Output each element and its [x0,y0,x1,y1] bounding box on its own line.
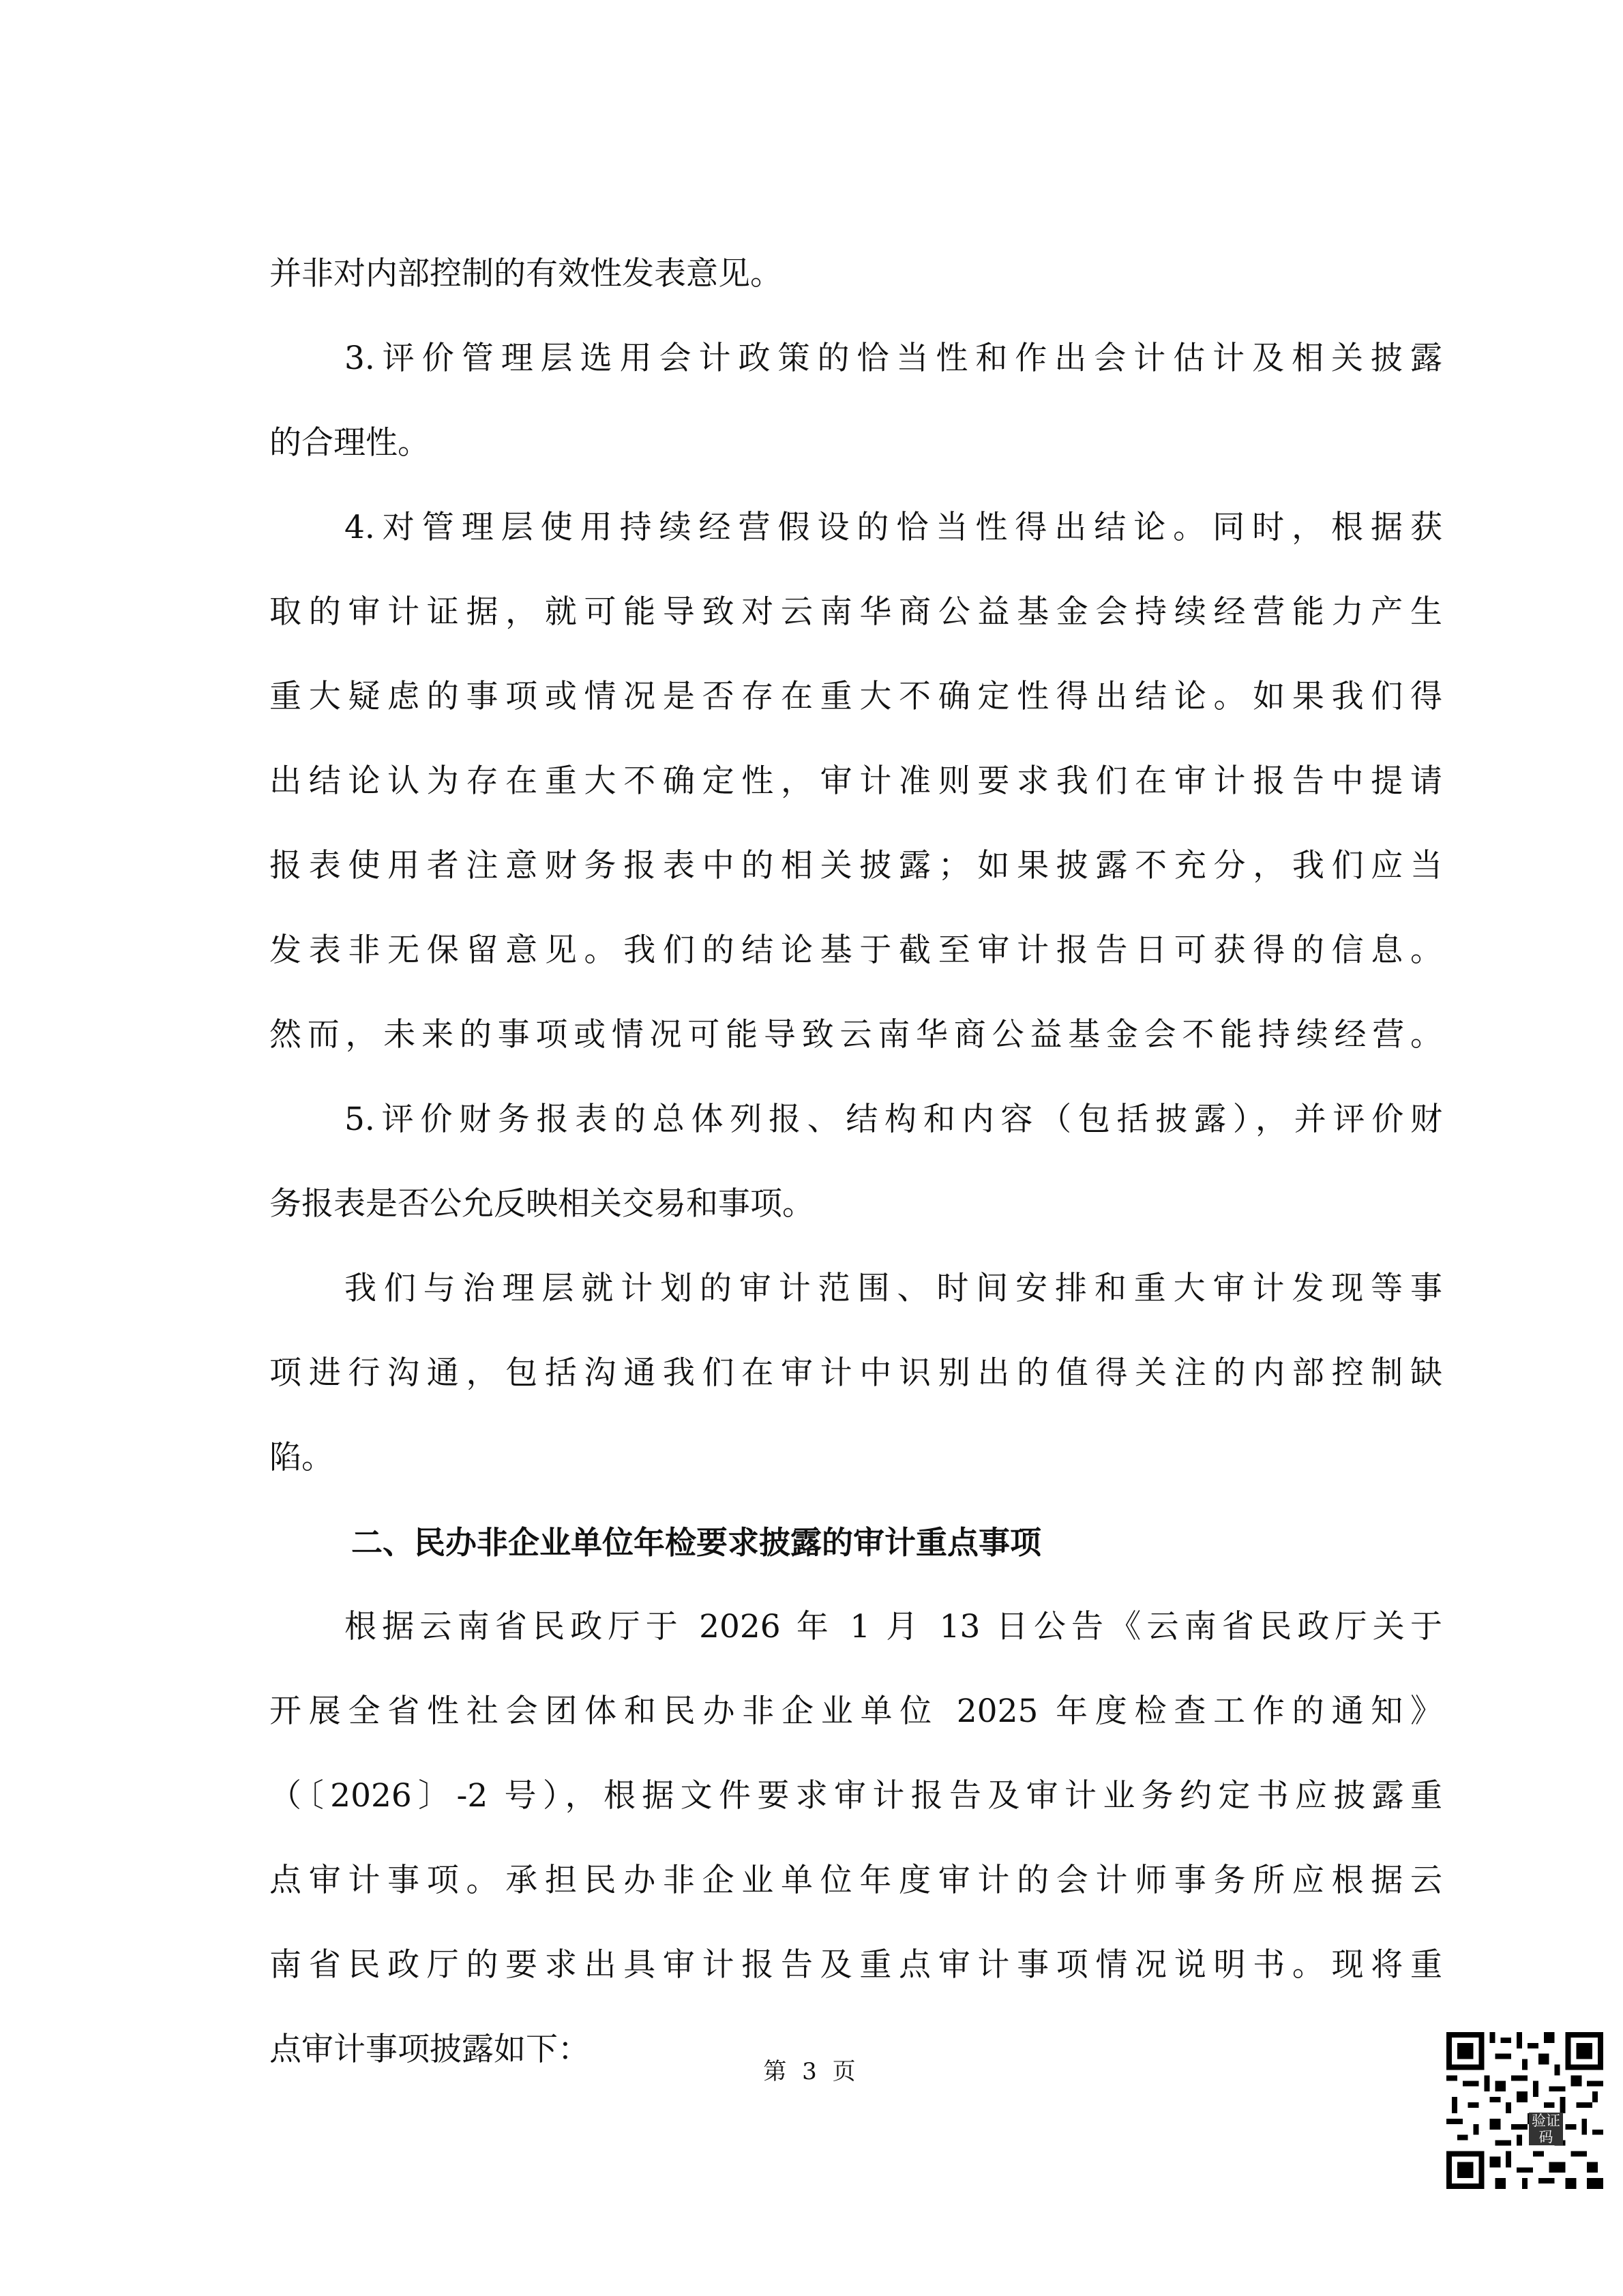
text-line: 务报表是否公允反映相关交易和事项。 [269,1185,814,1223]
text-line: 报表使用者注意财务报表中的相关披露；如果披露不充分，我们应当 [269,847,1442,884]
text-line: 点审计事项。承担民办非企业单位年度审计的会计师事务所应根据云 [269,1862,1442,1899]
text-line: 的合理性。 [269,424,430,462]
page-number: 第 3 页 [763,2058,860,2085]
text-line: 4.对管理层使用持续经营假设的恰当性得出结论。同时，根据获 [344,509,1442,546]
text-line: 重大疑虑的事项或情况是否存在重大不确定性得出结论。如果我们得 [269,678,1442,715]
text-line: 取的审计证据，就可能导致对云南华商公益基金会持续经营能力产生 [269,593,1442,631]
text-line: 5.评价财务报表的总体列报、结构和内容（包括披露），并评价财 [344,1101,1442,1138]
text-line: 项进行沟通，包括沟通我们在审计中识别出的值得关注的内部控制缺 [269,1354,1442,1392]
text-line: 并非对内部控制的有效性发表意见。 [269,255,782,293]
text-line: 根据云南省民政厅于 2026 年 1 月 13 日公告《云南省民政厅关于 [344,1608,1442,1645]
text-line: 3.评价管理层选用会计政策的恰当性和作出会计估计及相关披露 [344,340,1442,377]
text-line: （〔2026〕-2 号），根据文件要求审计报告及审计业务约定书应披露重 [269,1777,1442,1815]
text-line: 出结论认为存在重大不确定性，审计准则要求我们在审计报告中提请 [269,762,1442,800]
text-line: 我们与治理层就计划的审计范围、时间安排和重大审计发现等事 [344,1270,1442,1307]
text-line: 陷。 [269,1439,333,1476]
text-line: 南省民政厅的要求出具审计报告及重点审计事项情况说明书。现将重 [269,1946,1442,1984]
qr-label: 验证码 [1529,2113,1563,2145]
qr-code-icon [1446,2032,1603,2189]
text-line: 然而，未来的事项或情况可能导致云南华商公益基金会不能持续经营。 [269,1016,1442,1054]
document-body [269,232,1442,2092]
text-line: 点审计事项披露如下： [269,2031,590,2068]
section-heading: 二、民办非企业单位年检要求披露的审计重点事项 [351,1524,1041,1561]
text-line: 开展全省性社会团体和民办非企业单位 2025 年度检查工作的通知》 [269,1693,1442,1730]
text-line: 发表非无保留意见。我们的结论基于截至审计报告日可获得的信息。 [269,931,1442,969]
